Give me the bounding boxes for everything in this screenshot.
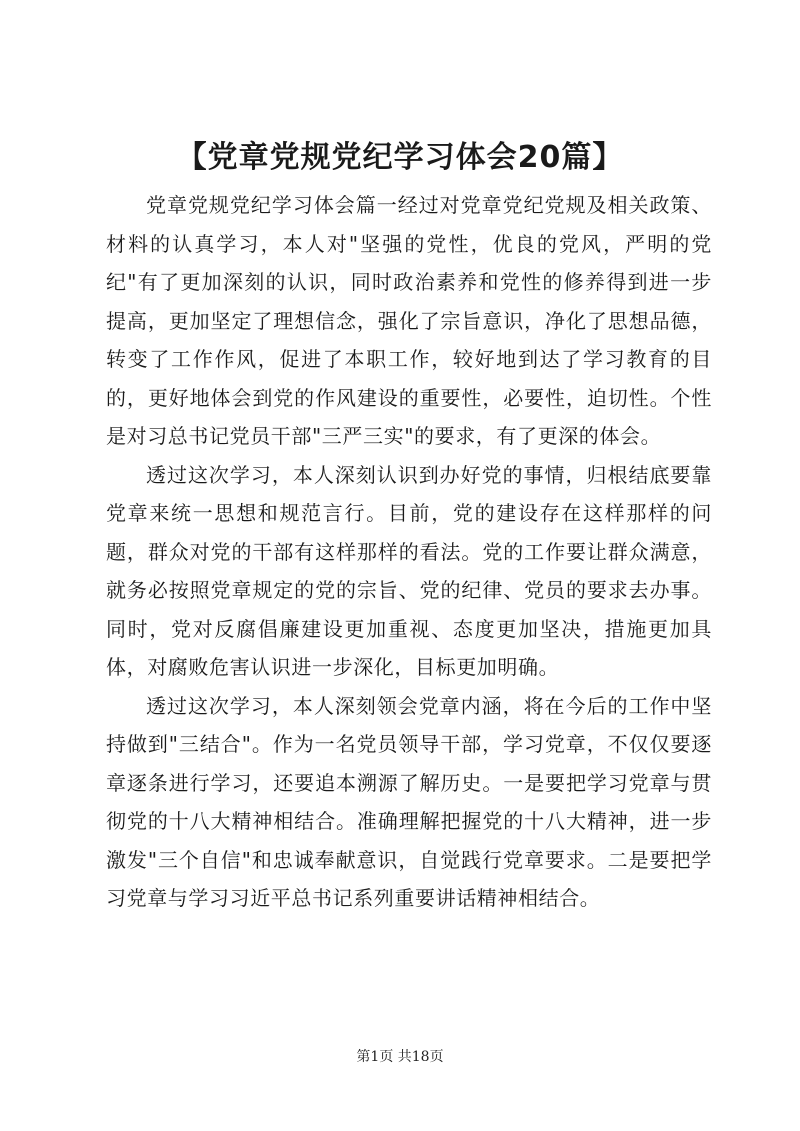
page-number-footer: 第1页 共18页 xyxy=(356,1049,444,1065)
paragraph-1: 党章党规党纪学习体会篇一经过对党章党纪党规及相关政策、材料的认真学习，本人对"坚强的党性，优良的党风，严明的党纪"有了更加深刻的认识，同时政治素养和党性的修养得到进一步提高，更加坚定了理想信念，强化了宗旨意识，净化了思想品德，转变了工作作风，促进了本职工作，较好地到达了学习教育的目的，更好地体会到党的作风建设的重要性，必要性，迫切性。个性是对习总书记党员干部"三严三实"的要求，有了更深的体会。 xyxy=(106,193,712,448)
paragraph-2: 透过这次学习，本人深刻认识到办好党的事情，归根结底要靠党章来统一思想和规范言行。目前，党的建设存在这样那样的问题，群众对党的干部有这样那样的看法。党的工作要让群众满意，就务必按照党章规定的党的宗旨、党的纪律、党员的要求去办事。同时，党对反腐倡廉建设更加重视、态度更加坚决，措施更加具体，对腐败危害认识进一步深化，目标更加明确。 xyxy=(106,462,712,679)
document-title: 【党章党规党纪学习体会20篇】 xyxy=(176,140,624,175)
document-body xyxy=(106,186,712,918)
paragraph-3: 透过这次学习，本人深刻领会党章内涵，将在今后的工作中坚持做到"三结合"。作为一名党员领导干部，学习党章，不仅仅要逐章逐条进行学习，还要追本溯源了解历史。一是要把学习党章与贯彻党的十八大精神相结合。准确理解把握党的十八大精神，进一步激发"三个自信"和忠诚奉献意识，自觉践行党章要求。二是要把学习党章与学习习近平总书记系列重要讲话精神相结合。 xyxy=(106,693,712,910)
